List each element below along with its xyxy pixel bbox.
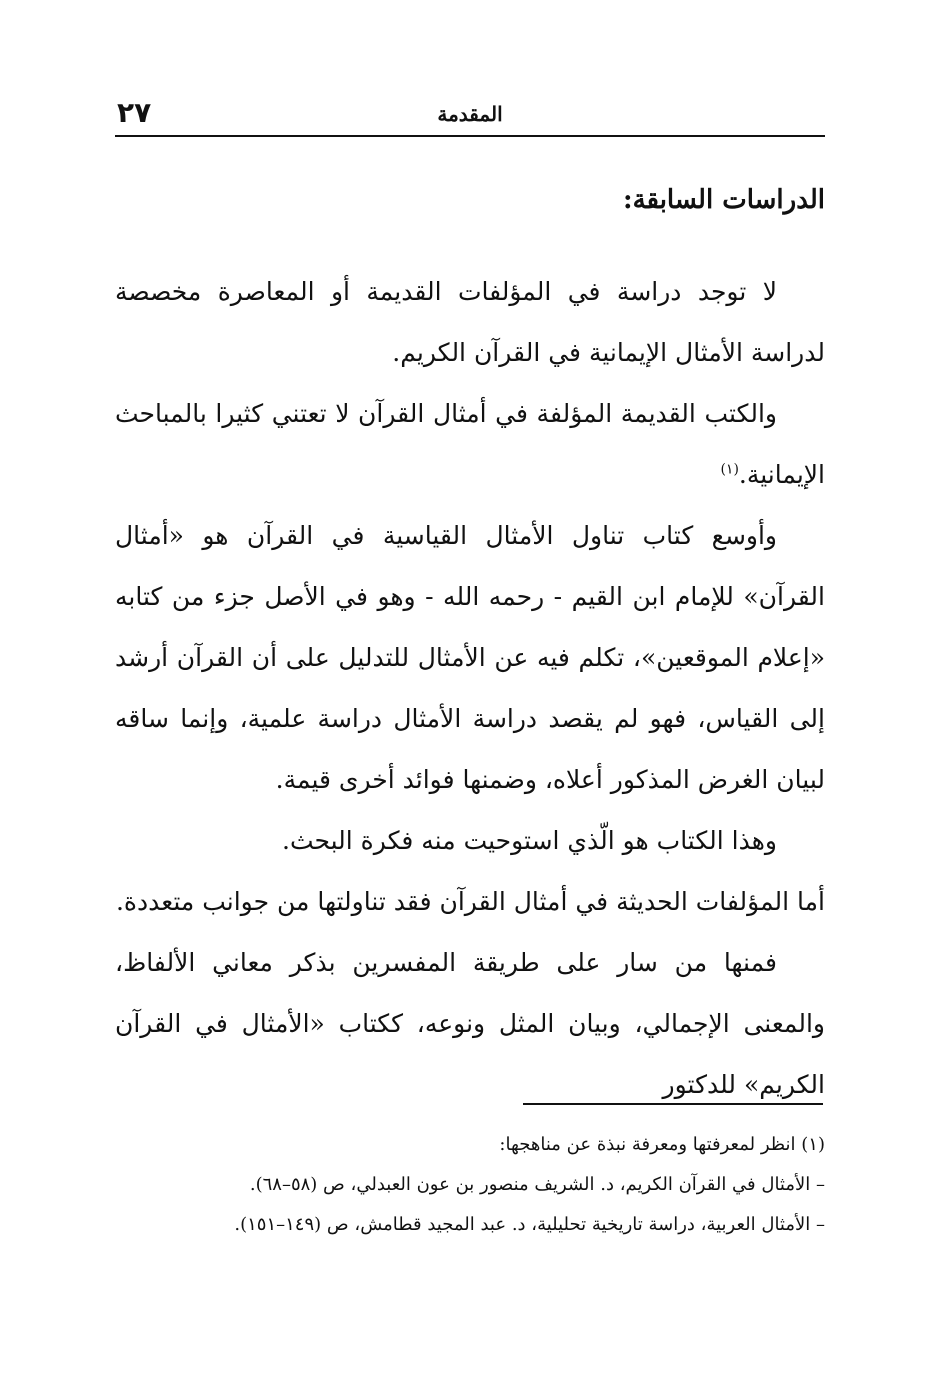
paragraph-4: وهذا الكتاب هو الّذي استوحيت منه فكرة البحث.: [282, 826, 777, 855]
footnote-intro: (١) انظر لمعرفتها ومعرفة نبذة عن مناهجها:: [499, 1134, 825, 1155]
header-rule: [115, 135, 825, 137]
paragraph-1: لا توجد دراسة في المؤلفات القديمة أو المعاصرة مخصصة لدراسة الأمثال الإيمانية في القرآن الكريم.: [115, 277, 825, 367]
page-number: ٢٧: [117, 96, 152, 129]
paragraph-5: أما المؤلفات الحديثة في أمثال القرآن فقد تناولتها من جوانب متعددة.: [115, 887, 825, 916]
main-text: [115, 165, 825, 1115]
footnote-reference: (١): [720, 461, 739, 478]
paragraph-3: وأوسع كتاب تناول الأمثال القياسية في القرآن هو «أمثال القرآن» للإمام ابن القيم - رحمه الله - وهو في الأصل جزء من كتابه «إعلام الموقعين»، تكلم فيه عن الأمثال للتدليل على أن القرآن أرشد إلى القياس، فهو لم يقصد دراسة الأمثال دراسة علمية، وإنما ساقه لبيان الغرض المذكور أعلاه، وضمنها فوائد أخرى قيمة.: [115, 521, 825, 794]
section-title: الدراسات السابقة:: [623, 185, 825, 215]
footnotes: [115, 1125, 825, 1245]
paragraph-2: [115, 383, 825, 505]
paragraph-2-text: والكتب القديمة المؤلفة في أمثال القرآن لا تعتني كثيرا بالمباحث الإيمانية.: [115, 399, 825, 489]
page-header: [115, 96, 825, 136]
footnote-rule: [523, 1103, 823, 1105]
running-head: المقدمة: [437, 102, 503, 126]
footnote-item: – الأمثال العربية، دراسة تاريخية تحليلية، د. عبد المجيد قطامش، ص (١٤٩–١٥١).: [234, 1214, 825, 1235]
footnote-item: – الأمثال في القرآن الكريم، د. الشريف منصور بن عون العبدلي، ص (٥٨–٦٨).: [249, 1174, 825, 1195]
paragraph-6: فمنها من سار على طريقة المفسرين بذكر معاني الألفاظ، والمعنى الإجمالي، وبيان المثل ونوعه، ككتاب «الأمثال في القرآن الكريم» للدكتور: [115, 948, 825, 1099]
